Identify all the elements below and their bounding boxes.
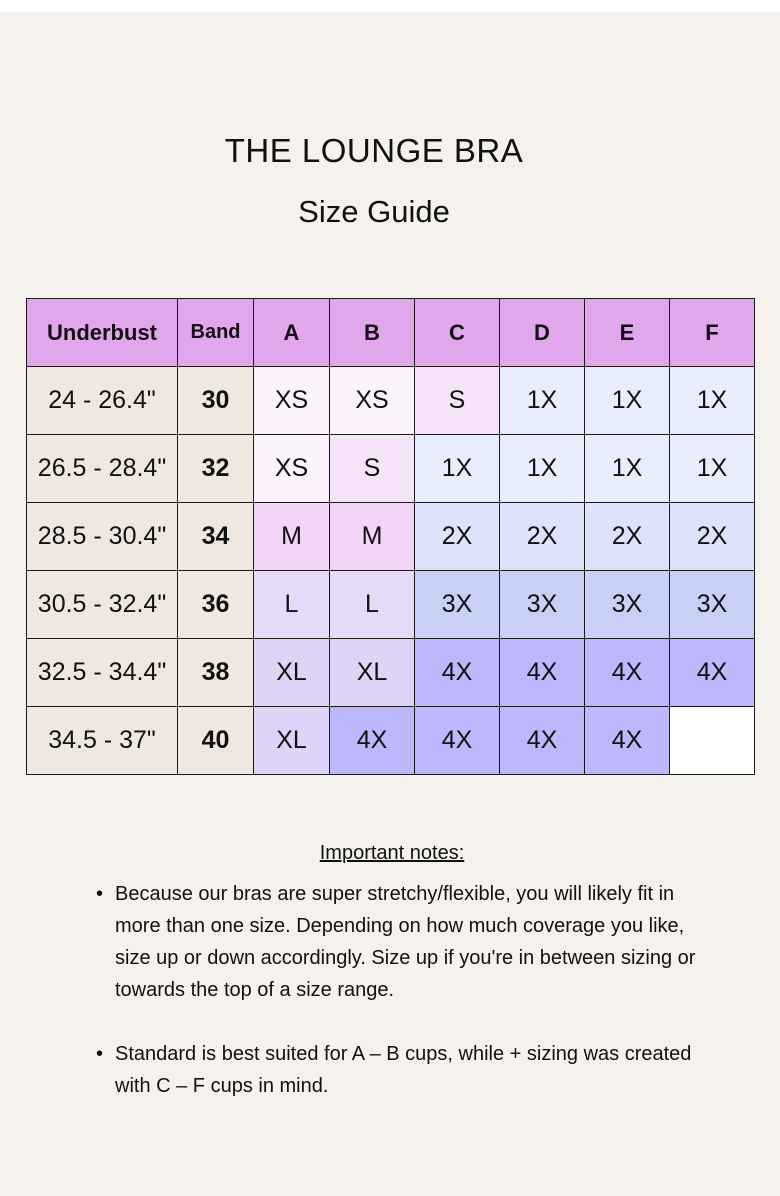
size-cell-cup-a: XL (254, 707, 330, 775)
size-cell-cup-d: 2X (500, 503, 585, 571)
underbust-cell: 32.5 - 34.4" (27, 639, 178, 707)
band-cell: 32 (178, 435, 254, 503)
table-row (27, 503, 755, 571)
size-guide-page (0, 12, 780, 1196)
size-cell-cup-a: M (254, 503, 330, 571)
underbust-cell: 26.5 - 28.4" (27, 435, 178, 503)
size-cell-cup-f: 1X (670, 435, 755, 503)
band-cell: 34 (178, 503, 254, 571)
page-subtitle: Size Guide (298, 194, 450, 229)
size-cell-cup-f (670, 707, 755, 775)
size-cell-cup-f: 3X (670, 571, 755, 639)
size-cell-cup-e: 3X (585, 571, 670, 639)
band-cell: 30 (178, 367, 254, 435)
notes-heading: Important notes: (319, 842, 465, 864)
size-cell-cup-a: XS (254, 367, 330, 435)
size-cell-cup-c: 4X (415, 707, 500, 775)
table-header-row (27, 299, 755, 367)
size-cell-cup-b: S (330, 435, 415, 503)
size-cell-cup-a: XS (254, 435, 330, 503)
note-item (96, 878, 716, 1006)
notes-list (96, 878, 716, 1102)
size-cell-cup-f: 4X (670, 639, 755, 707)
table-row (27, 707, 755, 775)
size-cell-cup-e: 1X (585, 367, 670, 435)
note-text: Standard is best suited for A – B cups, while + sizing was created with C – F cups in mind. (115, 1043, 692, 1097)
note-text: Because our bras are super stretchy/flexible, you will likely fit in more than one size. Depending on how much coverage you like, size up or down accordingly. Size up if you're in between sizing or towards the top of a size range. (115, 883, 696, 1001)
table-row (27, 435, 755, 503)
underbust-cell: 28.5 - 30.4" (27, 503, 178, 571)
header-cup-d: D (500, 299, 585, 367)
underbust-cell: 24 - 26.4" (27, 367, 178, 435)
size-cell-cup-d: 4X (500, 639, 585, 707)
band-cell: 36 (178, 571, 254, 639)
table-row (27, 639, 755, 707)
size-cell-cup-b: 4X (330, 707, 415, 775)
table-row (27, 571, 755, 639)
header-cup-f: F (670, 299, 755, 367)
size-chart-table (26, 298, 755, 775)
size-cell-cup-a: XL (254, 639, 330, 707)
bullet-icon: • (96, 1043, 104, 1065)
header-underbust: Underbust (27, 299, 178, 367)
size-cell-cup-e: 1X (585, 435, 670, 503)
size-cell-cup-e: 4X (585, 639, 670, 707)
size-cell-cup-b: L (330, 571, 415, 639)
size-cell-cup-c: 3X (415, 571, 500, 639)
table-body (27, 367, 755, 775)
size-cell-cup-d: 3X (500, 571, 585, 639)
size-cell-cup-e: 4X (585, 707, 670, 775)
size-cell-cup-b: M (330, 503, 415, 571)
note-item (96, 1038, 716, 1102)
size-cell-cup-b: XS (330, 367, 415, 435)
size-cell-cup-e: 2X (585, 503, 670, 571)
table-row (27, 367, 755, 435)
bullet-icon: • (96, 883, 104, 905)
size-cell-cup-c: 4X (415, 639, 500, 707)
band-cell: 38 (178, 639, 254, 707)
size-cell-cup-d: 4X (500, 707, 585, 775)
size-cell-cup-c: 2X (415, 503, 500, 571)
header-cup-b: B (330, 299, 415, 367)
size-cell-cup-f: 2X (670, 503, 755, 571)
header-cup-a: A (254, 299, 330, 367)
header-cup-e: E (585, 299, 670, 367)
underbust-cell: 30.5 - 32.4" (27, 571, 178, 639)
header-band: Band (178, 299, 254, 367)
header-cup-c: C (415, 299, 500, 367)
underbust-cell: 34.5 - 37" (27, 707, 178, 775)
size-cell-cup-f: 1X (670, 367, 755, 435)
size-cell-cup-c: 1X (415, 435, 500, 503)
page-title: THE LOUNGE BRA (224, 132, 524, 169)
size-cell-cup-b: XL (330, 639, 415, 707)
size-cell-cup-c: S (415, 367, 500, 435)
band-cell: 40 (178, 707, 254, 775)
size-cell-cup-d: 1X (500, 435, 585, 503)
size-cell-cup-a: L (254, 571, 330, 639)
size-cell-cup-d: 1X (500, 367, 585, 435)
